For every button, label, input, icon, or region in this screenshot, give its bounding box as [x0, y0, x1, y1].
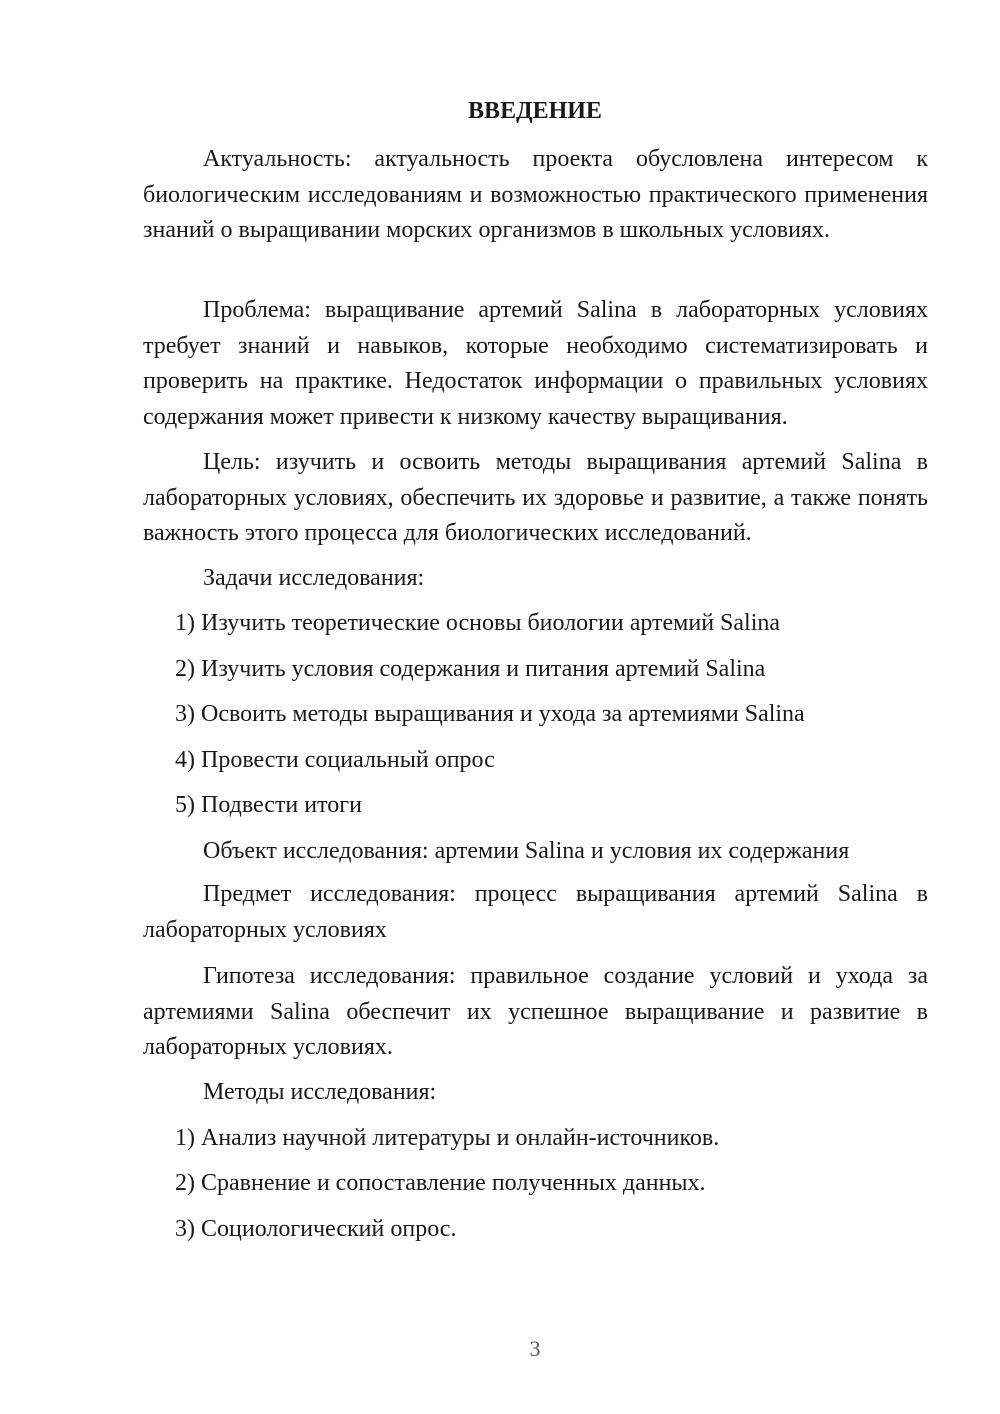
paragraph-problem: Проблема: выращивание артемий Salina в лабораторных условиях требует знаний и навыков, которые необходимо систематизировать и проверить на практике. Недостаток информации о правильных условиях содержания может привести к низкому качеству выращивания. — [143, 297, 928, 430]
task-item-3: 3) Освоить методы выращивания и ухода за артемиями Salina — [175, 701, 805, 727]
section-title: ВВЕДЕНИЕ — [468, 98, 602, 124]
method-item-1: 1) Анализ научной литературы и онлайн-источников. — [175, 1125, 720, 1151]
task-item-4: 4) Провести социальный опрос — [175, 747, 495, 773]
paragraph-hypothesis: Гипотеза исследования: правильное создание условий и ухода за артемиями Salina обеспечит их успешное выращивание и развитие в лабораторных условиях. — [143, 963, 928, 1060]
task-item-1: 1) Изучить теоретические основы биологии артемий Salina — [175, 610, 781, 636]
method-item-2: 2) Сравнение и сопоставление полученных данных. — [175, 1170, 706, 1196]
tasks-heading: Задачи исследования: — [203, 565, 425, 591]
paragraph-relevance: Актуальность: актуальность проекта обусловлена интересом к биологическим исследованиям и возможностью практического применения знаний о выращивании морских организмов в школьных условиях. — [143, 146, 928, 243]
paragraph-subject: Предмет исследования: процесс выращивания артемий Salina в лабораторных условиях — [143, 881, 928, 943]
research-object: Объект исследования: артемии Salina и условия их содержания — [203, 838, 850, 864]
method-item-3: 3) Социологический опрос. — [175, 1216, 457, 1242]
paragraph-goal: Цель: изучить и освоить методы выращивания артемий Salina в лабораторных условиях, обеспечить их здоровье и развитие, а также понять важность этого процесса для биологических исследований. — [143, 449, 928, 546]
task-item-2: 2) Изучить условия содержания и питания артемий Salina — [175, 656, 766, 682]
page-number: 3 — [529, 1336, 541, 1361]
methods-heading: Методы исследования: — [203, 1079, 437, 1105]
task-item-5: 5) Подвести итоги — [175, 792, 362, 818]
